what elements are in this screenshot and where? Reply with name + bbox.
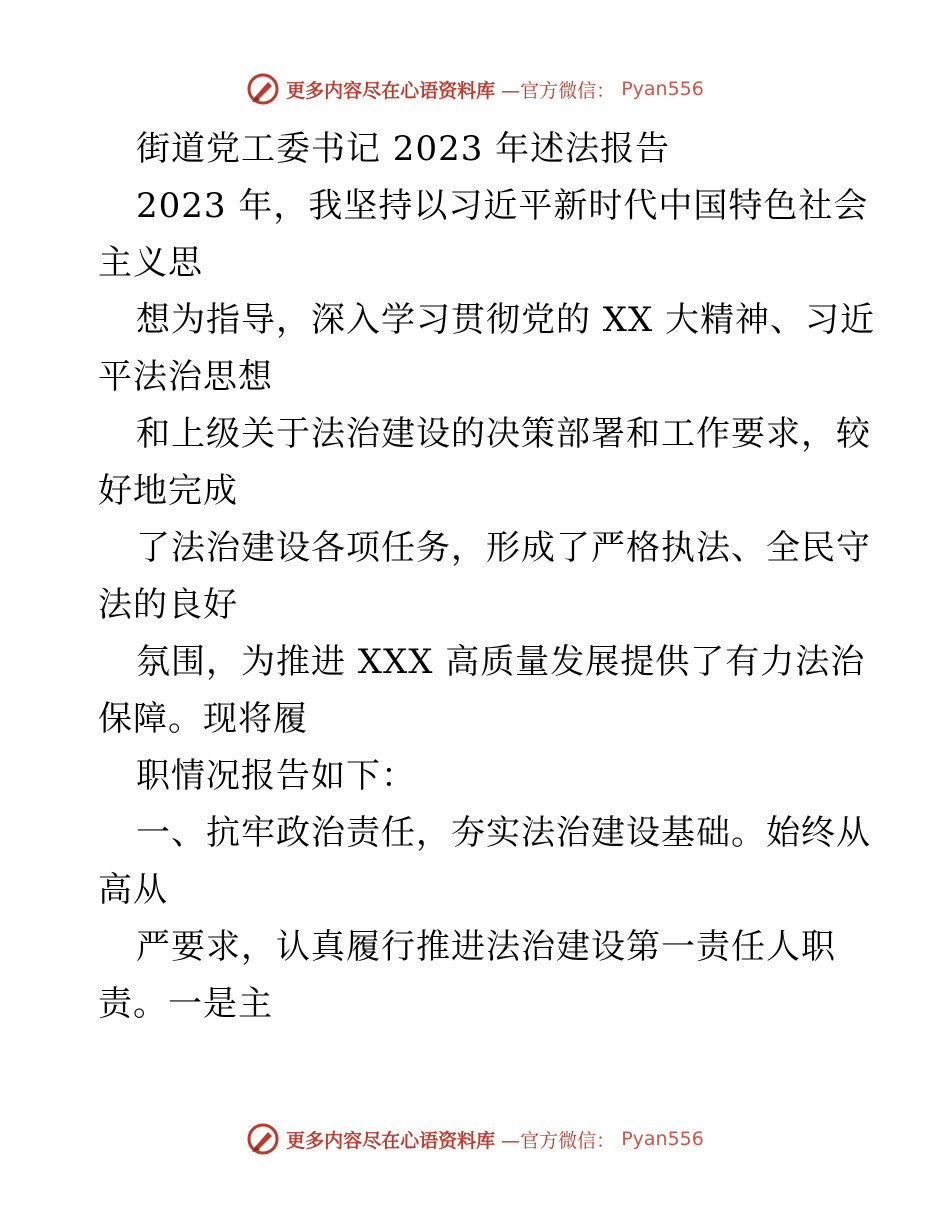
paragraph-line: 法的良好 [98,585,238,625]
pen-logo-icon [246,72,280,106]
paragraph-line: 2023 年，我坚持以习近平新时代中国特色社会 [136,186,869,226]
section-heading-line: 一、抗牢政治责任，夯实法治建设基础。始终从 [136,813,871,853]
watermark-text: 更多内容尽在心语资料库 [286,1129,496,1152]
paragraph-line: 主义思 [98,243,203,283]
pen-logo-icon [246,1122,280,1156]
paragraph-line: 严要求，认真履行推进法治建设第一责任人职 [136,927,836,967]
paragraph-line: 保障。现将履 [98,699,308,739]
watermark-text: 更多内容尽在心语资料库 [286,79,496,102]
watermark-header [0,72,950,106]
watermark-account: Pyan556 [621,1128,704,1150]
watermark-footer [0,1122,950,1156]
document-body [98,121,876,1033]
document-title: 街道党工委书记 2023 年述法报告 [136,129,671,169]
paragraph-line: 责。一是主 [98,984,273,1024]
watermark-separator: —官方微信： [501,1129,616,1152]
paragraph-line: 好地完成 [98,471,238,511]
watermark-separator: —官方微信： [501,79,616,102]
paragraph-line: 高从 [98,870,168,910]
paragraph-line: 了法治建设各项任务，形成了严格执法、全民守 [136,528,871,568]
paragraph-line: 氛围，为推进 XXX 高质量发展提供了有力法治 [136,642,866,682]
watermark-account: Pyan556 [621,78,704,100]
paragraph-line: 想为指导，深入学习贯彻党的 XX 大精神、习近 [136,300,876,340]
paragraph-line: 和上级关于法治建设的决策部署和工作要求，较 [136,414,871,454]
paragraph-line: 职情况报告如下： [136,756,416,796]
paragraph-line: 平法治思想 [98,357,273,397]
